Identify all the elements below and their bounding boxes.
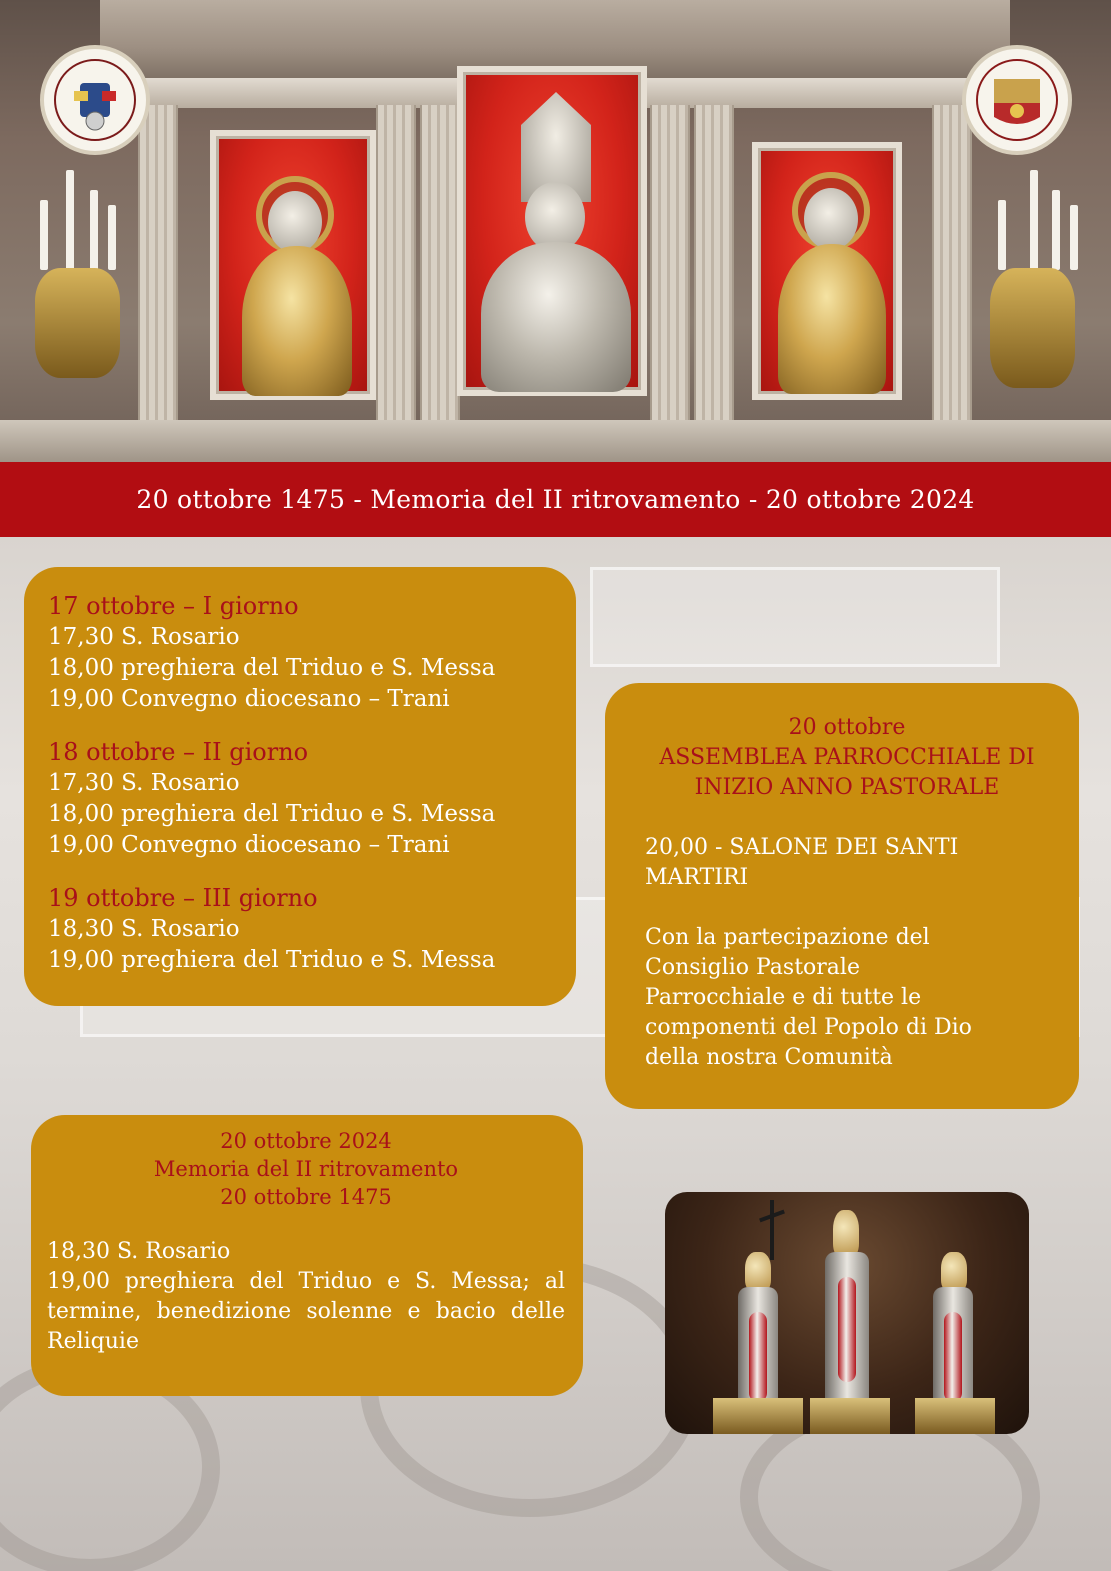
memoria-card: [31, 1115, 583, 1396]
candle: [108, 205, 116, 270]
assembly-date: 20 ottobre: [788, 715, 906, 740]
schedule-item: 18,30 S. Rosario: [47, 1239, 231, 1264]
altar-step: [0, 420, 1111, 462]
schedule-item: 17,30 S. Rosario: [48, 624, 240, 650]
assembly-description: Con la partecipazione del Consiglio Pastorale Parrocchiale e di tutte le componenti del Popolo di Dio della nostra Comunità: [645, 925, 972, 1070]
left-niche: [210, 130, 376, 400]
day-block: [48, 883, 552, 976]
relics-photo: [665, 1192, 1029, 1434]
title-banner: [0, 462, 1111, 537]
reliquary-base: [810, 1398, 890, 1434]
candelabrum: [35, 268, 120, 378]
day-heading: 19 ottobre – III giorno: [48, 884, 318, 912]
candle: [998, 200, 1006, 270]
centre-niche: [457, 66, 647, 396]
memoria-line1: 20 ottobre 2024: [220, 1129, 392, 1153]
schedule-item: 17,30 S. Rosario: [48, 770, 240, 796]
reliquary-base: [713, 1398, 803, 1434]
schedule-item: 19,00 preghiera del Triduo e S. Messa: [48, 947, 496, 973]
memoria-line2: Memoria del II ritrovamento: [153, 1157, 459, 1181]
assembly-title-line1: ASSEMBLEA PARROCCHIALE DI: [659, 745, 1035, 770]
schedule-item: 18,00 preghiera del Triduo e S. Messa: [48, 655, 496, 681]
reliquary-base: [915, 1398, 995, 1434]
altar-column: [694, 105, 734, 425]
reliquary-hand: [941, 1252, 967, 1292]
reliquary: [825, 1252, 869, 1412]
altar-column: [376, 105, 416, 425]
cross-icon: [757, 1200, 787, 1260]
schedule-item: 19,00 preghiera del Triduo e S. Messa; al termine, benedizione solenne e bacio delle Reliquie: [47, 1269, 565, 1354]
memoria-line3: 20 ottobre 1475: [220, 1185, 392, 1209]
altar-column: [420, 105, 460, 425]
banner-title: 20 ottobre 1475 - Memoria del II ritrovamento - 20 ottobre 2024: [136, 485, 975, 514]
schedule-item: 18,30 S. Rosario: [48, 916, 240, 942]
schedule-item: 19,00 Convegno diocesano – Trani: [48, 832, 450, 858]
schedule-item: 19,00 Convegno diocesano – Trani: [48, 686, 450, 712]
altar-column: [650, 105, 690, 425]
altar-column: [932, 105, 972, 425]
candelabrum: [990, 268, 1075, 388]
candle: [90, 190, 98, 270]
episcopal-coat-of-arms-icon: [40, 45, 150, 155]
candle: [1070, 205, 1078, 270]
altar-photo: [0, 0, 1111, 462]
candle: [66, 170, 74, 270]
assembly-card: [605, 683, 1079, 1109]
triduo-card: [24, 567, 576, 1006]
candle: [40, 200, 48, 270]
day-block: [48, 591, 552, 715]
assembly-time-place: 20,00 - SALONE DEI SANTI MARTIRI: [645, 835, 959, 890]
day-block: [48, 737, 552, 861]
candle: [1052, 190, 1060, 270]
schedule-item: 18,00 preghiera del Triduo e S. Messa: [48, 801, 496, 827]
altar-column: [138, 105, 178, 425]
day-heading: 18 ottobre – II giorno: [48, 738, 309, 766]
confraternity-seal-icon: [962, 45, 1072, 155]
reliquary-hand: [833, 1210, 859, 1258]
reliquary-hand: [745, 1252, 771, 1292]
day-heading: 17 ottobre – I giorno: [48, 592, 299, 620]
right-niche: [752, 142, 902, 400]
candle: [1030, 170, 1038, 270]
assembly-title-line2: INIZIO ANNO PASTORALE: [694, 775, 1000, 800]
